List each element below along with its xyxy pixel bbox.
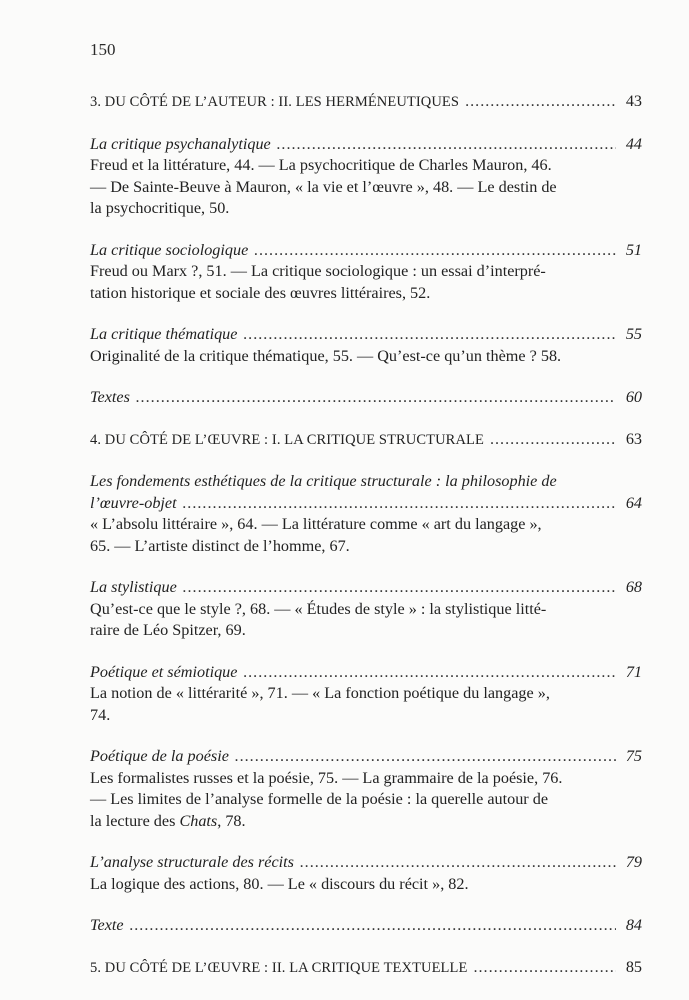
- section-title: Texte: [90, 916, 124, 934]
- section-entry[interactable]: [90, 915, 642, 937]
- dot-leader: [136, 387, 616, 409]
- section-entry[interactable]: [90, 324, 642, 346]
- spacer: [90, 895, 642, 915]
- summary-line: Originalité de la critique thématique, 55. — Qu’est-ce qu’un thème ? 58.: [90, 346, 562, 365]
- toc-section: [90, 915, 642, 937]
- section-summary: [90, 261, 600, 304]
- dot-leader: [130, 915, 616, 937]
- toc-section: [90, 240, 642, 305]
- spacer: [90, 451, 642, 471]
- section-title: l’œuvre-objet: [90, 493, 177, 512]
- spacer: [90, 937, 642, 957]
- section-summary: [90, 346, 600, 368]
- summary-line: « L’absolu littéraire », 64. — La littérature comme « art du langage »,: [90, 515, 542, 533]
- section-entry[interactable]: [90, 493, 642, 515]
- spacer: [90, 557, 642, 577]
- section-title: Les fondements esthétiques de la critique structurale : la philosophie de: [90, 472, 557, 490]
- section-page-number: 71: [625, 662, 642, 681]
- section-summary: [90, 155, 600, 220]
- summary-line: 74.: [90, 705, 111, 724]
- summary-line: Qu’est-ce que le style ?, 68. — « Études de style » : la stylistique litté-: [90, 599, 547, 618]
- section-page-number: 68: [625, 578, 642, 596]
- section-page-number: 75: [625, 747, 642, 765]
- spacer: [90, 832, 642, 852]
- section-page-number: 60: [625, 388, 642, 406]
- section-summary: [90, 683, 600, 726]
- section-page-number: 55: [625, 325, 642, 343]
- toc-section: [90, 577, 642, 642]
- section-page-number: 84: [625, 916, 642, 934]
- toc-section: [90, 471, 642, 557]
- summary-line: raire de Léo Spitzer, 69.: [90, 621, 246, 639]
- summary-line: 65. — L’artiste distinct de l’homme, 67.: [90, 536, 350, 555]
- dot-leader: [183, 577, 616, 599]
- toc-section: [90, 134, 642, 220]
- section-page-number: 64: [625, 493, 642, 512]
- spacer: [90, 114, 642, 134]
- section-entry[interactable]: [90, 240, 642, 262]
- section-title: Poétique de la poésie: [90, 747, 229, 765]
- section-summary: [90, 599, 600, 642]
- section-title: La critique thématique: [90, 325, 238, 343]
- summary-line: la psychocritique, 50.: [90, 199, 230, 217]
- chapter-title: 3. DU CÔTÉ DE L’AUTEUR : II. LES HERMÉNEUTIQUES: [90, 94, 460, 110]
- chapter-page-number: 63: [625, 429, 642, 448]
- section-title: Poétique et sémiotique: [90, 662, 238, 681]
- section-page-number: 79: [625, 853, 642, 871]
- dot-leader: [235, 746, 616, 768]
- section-page-number: 51: [625, 240, 642, 259]
- section-entry[interactable]: [90, 852, 642, 874]
- toc-section: [90, 662, 642, 727]
- dot-leader: [300, 852, 616, 874]
- table-of-contents: [90, 91, 642, 979]
- chapter-entry[interactable]: [90, 957, 642, 980]
- spacer: [90, 409, 642, 429]
- dot-leader: [473, 957, 616, 979]
- chapter-entry[interactable]: [90, 91, 642, 114]
- dot-leader: [490, 429, 616, 451]
- toc-section: [90, 324, 642, 367]
- section-page-number: 44: [625, 134, 642, 153]
- toc-section: [90, 746, 642, 832]
- summary-line: tation historique et sociale des œuvres littéraires, 52.: [90, 283, 431, 302]
- section-title: L’analyse structurale des récits: [90, 853, 294, 871]
- dot-leader: [277, 134, 616, 156]
- section-summary: [90, 768, 600, 833]
- toc-section: [90, 387, 642, 409]
- summary-line: — Les limites de l’analyse formelle de la poésie : la querelle autour de: [90, 790, 549, 808]
- section-entry[interactable]: [90, 662, 642, 684]
- section-entry[interactable]: [90, 746, 642, 768]
- summary-line: La notion de « littérarité », 71. — « La fonction poétique du langage »,: [90, 684, 550, 702]
- dot-leader: [183, 493, 616, 515]
- dot-leader: [254, 240, 616, 262]
- spacer: [90, 642, 642, 662]
- summary-line: Freud ou Marx ?, 51. — La critique sociologique : un essai d’interpré-: [90, 262, 546, 280]
- spacer: [90, 220, 642, 240]
- section-entry[interactable]: [90, 387, 642, 409]
- summary-line: Les formalistes russes et la poésie, 75. — La grammaire de la poésie, 76.: [90, 768, 563, 787]
- section-title: La critique sociologique: [90, 240, 249, 259]
- spacer: [90, 726, 642, 746]
- section-title: La critique psychanalytique: [90, 134, 271, 153]
- summary-line: — De Sainte-Beuve à Mauron, « la vie et l’œuvre », 48. — Le destin de: [90, 177, 557, 196]
- section-entry[interactable]: [90, 577, 642, 599]
- dot-leader: [465, 91, 616, 113]
- spacer: [90, 304, 642, 324]
- page-number: 150: [90, 40, 116, 59]
- chapter-page-number: 43: [625, 92, 642, 110]
- summary-line: la lecture des Chats, 78.: [90, 811, 246, 830]
- section-summary: [90, 874, 600, 896]
- chapter-title: 5. DU CÔTÉ DE L’ŒUVRE : II. LA CRITIQUE TEXTUELLE: [90, 959, 468, 976]
- section-title: La stylistique: [90, 578, 177, 596]
- section-entry[interactable]: [90, 134, 642, 156]
- spacer: [90, 367, 642, 387]
- chapter-title: 4. DU CÔTÉ DE L’ŒUVRE : I. LA CRITIQUE STRUCTURALE: [90, 431, 484, 448]
- summary-line: La logique des actions, 80. — Le « discours du récit », 82.: [90, 874, 469, 893]
- dot-leader: [243, 324, 616, 346]
- section-summary: [90, 514, 600, 557]
- dot-leader: [243, 662, 616, 684]
- toc-section: [90, 852, 642, 895]
- section-title-line: [90, 471, 642, 493]
- chapter-entry[interactable]: [90, 429, 642, 452]
- chapter-page-number: 85: [625, 957, 642, 976]
- summary-line: Freud et la littérature, 44. — La psychocritique de Charles Mauron, 46.: [90, 156, 552, 174]
- section-title: Textes: [90, 388, 130, 406]
